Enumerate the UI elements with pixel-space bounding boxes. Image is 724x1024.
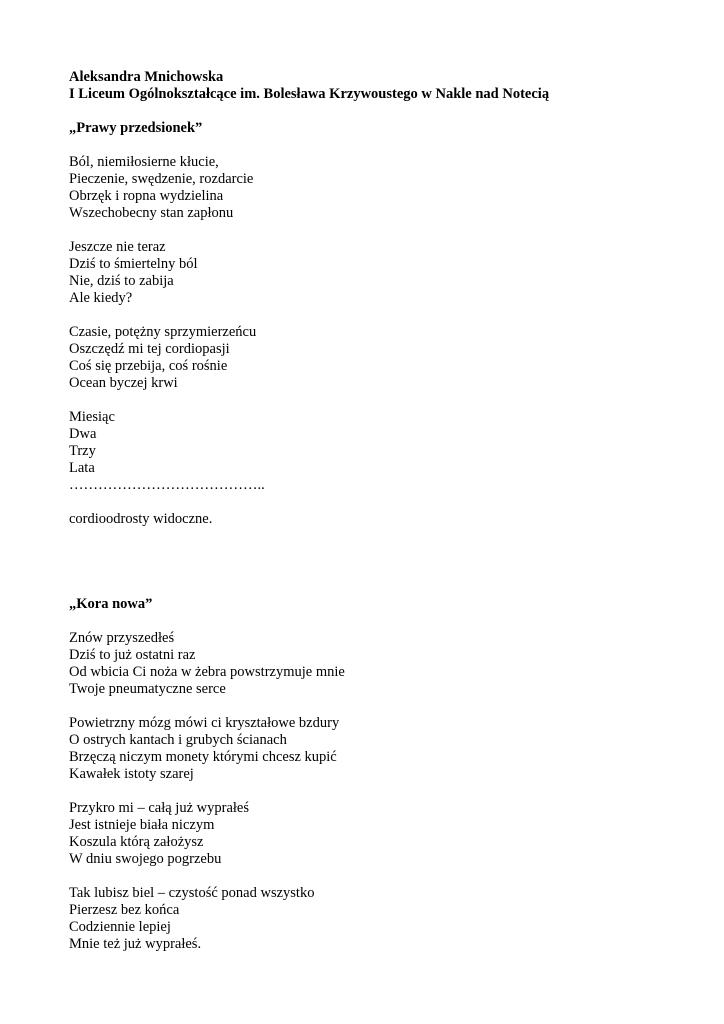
poem-title: „Prawy przedsionek” [69, 120, 203, 136]
stanza [69, 800, 689, 868]
ellipsis-line: ………………………………….. [69, 477, 265, 493]
poem-line: Jeszcze nie teraz [69, 239, 166, 255]
poem-line: Koszula którą założysz [69, 834, 204, 850]
poem-line: Twoje pneumatyczne serce [69, 681, 226, 697]
stanza [69, 511, 689, 528]
stanza [69, 885, 689, 953]
stanza [69, 239, 689, 307]
poem-line: Znów przyszedłeś [69, 630, 175, 646]
poem-line: Dwa [69, 426, 97, 442]
poem-line: Ocean byczej krwi [69, 375, 178, 391]
poem-line: W dniu swojego pogrzebu [69, 851, 222, 867]
poem-line: Nie, dziś to zabija [69, 273, 174, 289]
poem-line: Ból, niemiłosierne kłucie, [69, 154, 219, 170]
poem-line: cordioodrosty widoczne. [69, 511, 213, 527]
poem-line: Dziś to śmiertelny ból [69, 256, 198, 272]
poem-line: Dziś to już ostatni raz [69, 647, 196, 663]
poem-line: Kawałek istoty szarej [69, 766, 194, 782]
poem-line: Ale kiedy? [69, 290, 133, 306]
poem-line: Jest istnieje biała niczym [69, 817, 215, 833]
poem-line: Coś się przebija, coś rośnie [69, 358, 228, 374]
stanza [69, 409, 689, 494]
stanza [69, 630, 689, 698]
document-page [69, 69, 689, 953]
poem-line: Przykro mi – całą już wyprałeś [69, 800, 249, 816]
poem-title: „Kora nowa” [69, 596, 153, 612]
poem-line: Lata [69, 460, 95, 476]
poem-line: Tak lubisz biel – czystość ponad wszystko [69, 885, 315, 901]
poem-line: Oszczędź mi tej cordiopasji [69, 341, 230, 357]
stanza [69, 715, 689, 783]
poem-prawy-przedsionek [69, 120, 689, 528]
poem-line: Mnie też już wyprałeś. [69, 936, 202, 952]
poem-line: Wszechobecny stan zapłonu [69, 205, 234, 221]
poem-line: Trzy [69, 443, 96, 459]
poem-line: Codziennie lepiej [69, 919, 171, 935]
poem-kora-nowa [69, 596, 689, 953]
school-name: I Liceum Ogólnokształcące im. Bolesława Krzywoustego w Nakle nad Notecią [69, 86, 550, 102]
stanza [69, 324, 689, 392]
poem-line: Miesiąc [69, 409, 115, 425]
poem-line: Powietrzny mózg mówi ci kryształowe bzdury [69, 715, 340, 731]
stanza [69, 154, 689, 222]
poem-line: Obrzęk i ropna wydzielina [69, 188, 224, 204]
poem-line: Od wbicia Ci noża w żebra powstrzymuje mnie [69, 664, 345, 680]
poem-line: Czasie, potężny sprzymierzeńcu [69, 324, 257, 340]
author-name: Aleksandra Mnichowska [69, 69, 224, 85]
poem-line: Pieczenie, swędzenie, rozdarcie [69, 171, 254, 187]
poem-line: O ostrych kantach i grubych ścianach [69, 732, 287, 748]
poem-line: Brzęczą niczym monety którymi chcesz kupić [69, 749, 337, 765]
poem-line: Pierzesz bez końca [69, 902, 180, 918]
